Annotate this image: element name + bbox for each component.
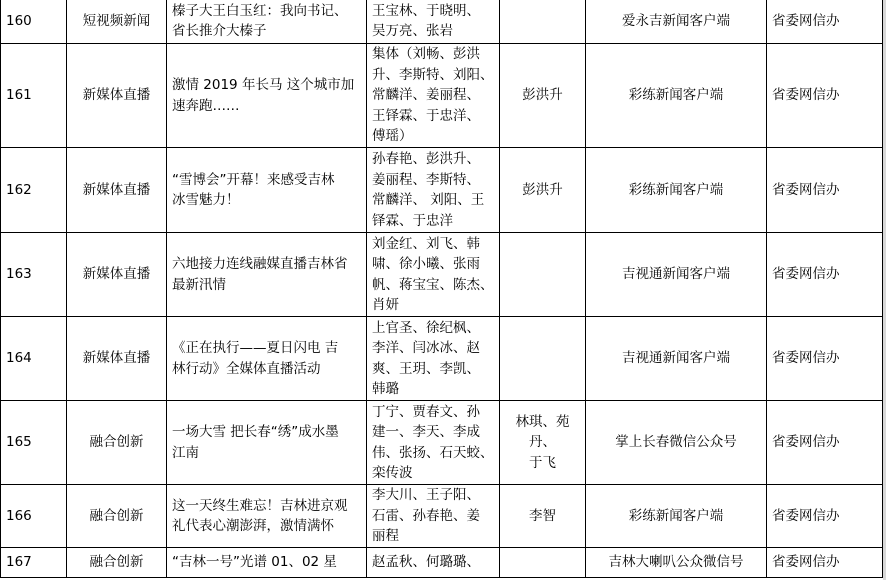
title-line: 省长推介大榛子 [172,23,267,39]
row-number: 166 [1,485,67,548]
title-line: “吉林一号”光谱 01、02 星 [172,554,337,571]
category-cell: 新媒体直播 [67,148,167,233]
editor-cell: 彭洪升 [500,148,586,233]
category-cell: 短视频新闻 [67,0,167,44]
recommender-cell: 省委网信办 [767,317,883,401]
author-line: 刘金红、刘飞、韩 [372,235,480,252]
title-line: 榛子大王白玉红：我向书记、 [172,2,348,19]
title-cell [167,485,367,548]
editor-cell [500,548,586,578]
row-number: 164 [1,317,67,401]
category-cell: 新媒体直播 [67,317,167,401]
publisher-cell: 吉林大喇叭公众微信号 [586,548,767,578]
author-line: 赵孟秋、何璐璐、 [372,554,480,571]
title-line: 一场大雪 把长春“绣”成水墨 [172,424,339,440]
title-cell [167,548,367,578]
recommender-cell: 省委网信办 [767,548,883,578]
author-cell [367,401,500,485]
author-cell [367,233,500,317]
title-line: 礼代表心潮澎湃，激情满怀 [172,518,334,534]
category-cell: 融合创新 [67,401,167,485]
title-cell [167,317,367,401]
editor-cell [500,0,586,44]
table-row [1,401,883,485]
author-line: 伟、张扬、石天蛟、 [372,444,494,461]
author-line: 吴万亮、张岩 [372,23,453,39]
category-cell: 新媒体直播 [67,44,167,148]
title-line: 林行动》全媒体直播活动 [172,360,321,377]
author-line: 李洋、闫冰冰、赵 [372,340,480,356]
table-row [1,148,883,233]
title-line: 六地接力连线融媒直播吉林省 [172,256,348,272]
author-line: 石雷、孙春艳、姜 [372,507,480,524]
row-number: 167 [1,548,67,578]
row-number: 163 [1,233,67,317]
title-line: 冰雪魅力！ [172,192,240,208]
publisher-cell: 彩练新闻客户端 [586,44,767,148]
table-row [1,317,883,401]
author-line: 常麟洋、姜丽程、 [372,87,480,104]
category-cell: 融合创新 [67,548,167,578]
author-line: 常麟洋、 刘阳、王 [372,192,485,208]
table-row [1,44,883,148]
row-number: 162 [1,148,67,233]
row-number: 165 [1,401,67,485]
table-row [1,0,883,44]
author-line: 栾传波 [372,465,413,481]
publisher-cell: 彩练新闻客户端 [586,148,767,233]
author-line: 孙春艳、彭洪升、 [372,151,480,167]
title-line: 江南 [172,444,199,461]
editor-line: 林琪、苑丹、 [515,413,570,451]
title-cell [167,148,367,233]
table-row [1,485,883,548]
title-line: 这一天终生难忘！吉林进京观 [172,497,348,514]
recommender-cell: 省委网信办 [767,44,883,148]
editor-cell: 李智 [500,485,586,548]
author-line: 傅瑶） [372,128,413,145]
author-line: 王宝林、于晓明、 [372,2,480,19]
author-cell [367,317,500,401]
row-number: 160 [1,0,67,44]
recommender-cell: 省委网信办 [767,485,883,548]
title-cell [167,233,367,317]
author-cell [367,0,500,44]
publisher-cell: 爱永吉新闻客户端 [586,0,767,44]
title-cell [167,0,367,44]
author-cell [367,44,500,148]
author-cell [367,485,500,548]
title-line: 激情 2019 年长马 这个城市加 [172,77,355,93]
recommender-cell: 省委网信办 [767,401,883,485]
author-line: 升、李斯特、刘阳、 [372,66,494,83]
author-line: 建一、李天、李成 [372,424,480,440]
title-line: 速奔跑…… [172,97,240,114]
author-line: 王铎霖、于忠洋、 [372,107,480,124]
author-line: 丁宁、贾春文、孙 [372,403,480,420]
author-line: 韩璐 [372,381,399,397]
title-cell [167,401,367,485]
editor-cell [500,317,586,401]
author-line: 爽、王玥、李凯、 [372,360,480,377]
table-row [1,548,883,578]
author-cell [367,148,500,233]
author-line: 丽程 [372,528,399,545]
author-cell [367,548,500,578]
author-line: 上官圣、徐纪枫、 [372,319,480,336]
category-cell: 新媒体直播 [67,233,167,317]
editor-cell [500,401,586,485]
editor-cell: 彭洪升 [500,44,586,148]
recommender-cell: 省委网信办 [767,0,883,44]
publisher-cell: 吉视通新闻客户端 [586,317,767,401]
title-line: 《正在执行——夏日闪电 吉 [172,340,339,356]
editor-line: 于飞 [529,454,556,471]
author-line: 帆、蒋宝宝、陈杰、 [372,276,494,293]
publisher-cell: 彩练新闻客户端 [586,485,767,548]
editor-cell [500,233,586,317]
recommender-cell: 省委网信办 [767,233,883,317]
title-line: 最新汛情 [172,276,226,293]
category-cell: 融合创新 [67,485,167,548]
author-line: 李大川、王子阳、 [372,487,480,504]
author-line: 啸、徐小曦、张雨 [372,256,480,272]
title-line: “雪博会”开幕！来感受吉林 [172,171,335,188]
row-number: 161 [1,44,67,148]
title-cell [167,44,367,148]
author-line: 铎霖、于忠洋 [372,212,453,229]
author-line: 集体（刘畅、彭洪 [372,46,480,63]
table-row [1,233,883,317]
publisher-cell: 掌上长春微信公众号 [586,401,767,485]
author-line: 姜丽程、李斯特、 [372,171,480,188]
author-line: 肖妍 [372,297,399,313]
recommender-cell: 省委网信办 [767,148,883,233]
publisher-cell: 吉视通新闻客户端 [586,233,767,317]
